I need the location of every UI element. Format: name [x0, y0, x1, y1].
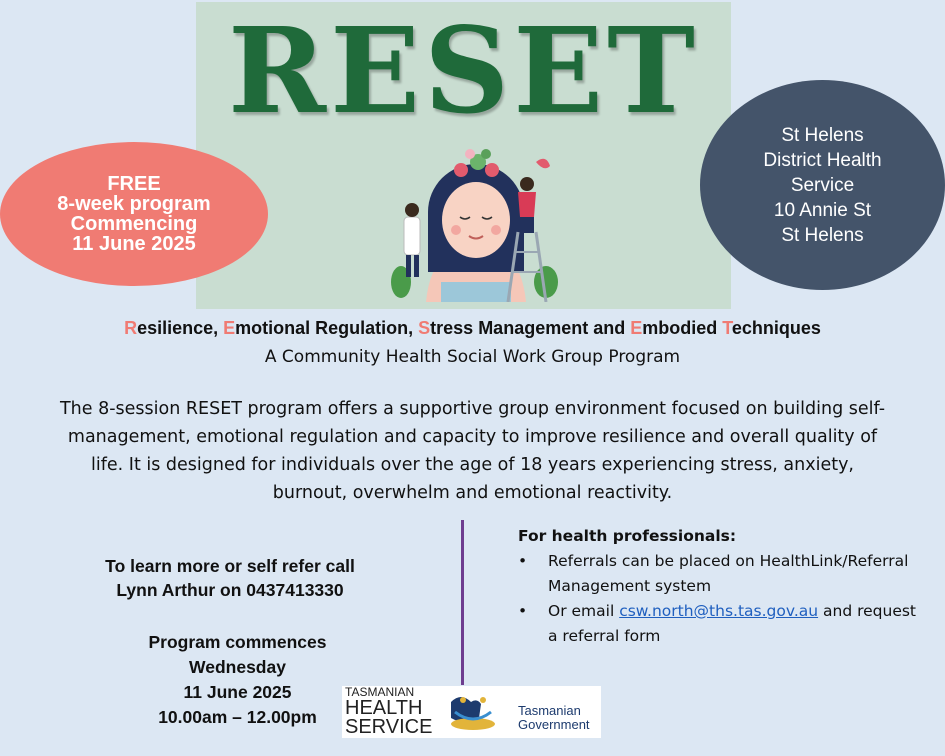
location-badge: [700, 80, 945, 290]
vertical-divider: [461, 520, 464, 685]
email-prefix: Or email: [548, 602, 620, 620]
schedule-info: [115, 630, 360, 730]
badge-free: FREE: [107, 173, 161, 195]
location-line-1: St Helens: [781, 124, 864, 146]
contact-phone: Lynn Arthur on 0437413330: [116, 580, 344, 600]
schedule-line-1: Program commences: [148, 632, 327, 652]
acronym-r: R: [124, 318, 138, 338]
email-link[interactable]: csw.north@ths.tas.gov.au: [619, 602, 819, 620]
contact-line-1: To learn more or self refer call: [105, 556, 355, 576]
acronym-t: T: [722, 318, 732, 338]
hero-title: RESET: [228, 1, 699, 140]
tasmanian-health-service-logo: [342, 686, 433, 738]
list-item: [518, 599, 918, 649]
schedule-day: Wednesday: [189, 657, 286, 677]
free-program-badge: [0, 142, 268, 286]
location-line-2: District Health: [763, 149, 882, 171]
acronym-s: S: [418, 318, 431, 338]
schedule-date: 11 June 2025: [183, 682, 292, 702]
acronym-e: E: [223, 318, 236, 338]
government-crest-icon: [433, 686, 513, 738]
list-item: [518, 549, 918, 599]
program-description: The 8-session RESET program offers a supportive group environment focused on building self-management, emotional regulation and capacity to improve resilience and overall quality of life. It is designed for individuals over the age of 18 years experiencing stress, anxiety, burnout, overwhelm and emotional reactivity.: [59, 399, 886, 503]
acronym-t-rest: echniques: [731, 318, 821, 338]
badge-duration: 8-week program: [57, 193, 211, 215]
contact-info: [60, 554, 400, 602]
acronym-r-rest: esilience,: [137, 318, 224, 338]
acronym-e2-rest: mbodied: [642, 318, 723, 338]
location-line-4: 10 Annie St: [773, 199, 872, 221]
wellbeing-illustration: [386, 132, 566, 302]
tasmanian-government-text: [518, 704, 590, 732]
referral-text: Referrals can be placed on HealthLink/Referral Management system: [548, 552, 909, 595]
ths-logo-line-2: HEALTH: [345, 697, 423, 719]
professionals-title: For health professionals:: [518, 527, 737, 545]
tg-logo-line-1: Tasmanian: [518, 703, 581, 718]
acronym-heading: [0, 318, 945, 339]
ths-logo-line-1: TASMANIAN: [345, 685, 415, 699]
ths-logo-line-3: SERVICE: [345, 716, 433, 738]
hero-banner: [196, 2, 731, 309]
acronym-e-rest: motional Regulation,: [235, 318, 419, 338]
location-line-3: Service: [790, 174, 855, 196]
acronym-e2: E: [630, 318, 643, 338]
badge-date: 11 June 2025: [72, 233, 196, 255]
tasmanian-government-logo: [433, 686, 601, 738]
program-subtitle: A Community Health Social Work Group Program: [264, 347, 681, 367]
badge-commencing: Commencing: [70, 213, 198, 235]
location-line-5: St Helens: [781, 224, 864, 246]
professionals-list: [518, 549, 918, 649]
acronym-s-rest: tress Management and: [430, 318, 631, 338]
tg-logo-line-2: Government: [518, 717, 590, 732]
schedule-time: 10.00am – 12.00pm: [158, 707, 317, 727]
email-suffix: and request a referral form: [548, 602, 917, 645]
health-professionals-section: [518, 524, 918, 649]
